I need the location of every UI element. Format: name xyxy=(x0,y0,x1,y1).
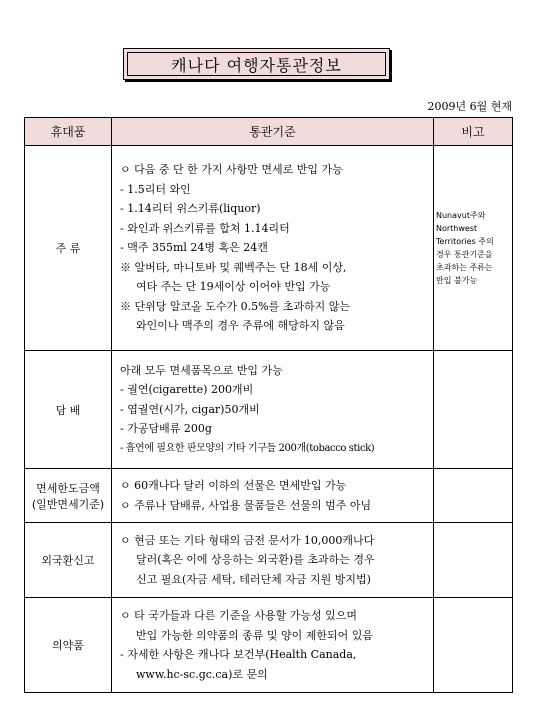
table-row xyxy=(25,351,513,469)
date-label: 2009년 6월 현재 xyxy=(427,100,512,113)
header-item: 휴대품 xyxy=(25,118,112,146)
criteria-line: 여타 주는 단 19세이상 이어야 반입 가능 xyxy=(136,280,331,294)
customs-table xyxy=(24,117,513,693)
header-criteria: 통관기준 xyxy=(112,118,434,146)
criteria-line: ※ 알버타, 마니토바 및 퀘벡주는 단 18세 이상, xyxy=(120,260,347,274)
row-criteria xyxy=(112,523,434,598)
row-item: 담 배 xyxy=(25,351,112,469)
criteria-line: - 가공담배류 200g xyxy=(120,422,212,436)
row-note xyxy=(434,469,513,523)
criteria-line: ㅇ 현금 또는 기타 형태의 금전 문서가 10,000캐나다 xyxy=(120,533,375,547)
row-note xyxy=(434,598,513,693)
header-note: 비고 xyxy=(434,118,513,146)
row-item: 주 류 xyxy=(25,146,112,351)
criteria-line: - 1.14리터 위스키류(liquor) xyxy=(120,202,261,216)
row-note xyxy=(434,146,513,351)
note-line: 경우 통관기준을 xyxy=(436,250,493,259)
row-item xyxy=(25,469,112,523)
note-line: 반입 불가능 xyxy=(436,276,478,285)
criteria-line: 신고 필요(자금 세탁, 테러단체 자금 지원 방지법) xyxy=(136,572,371,586)
row-criteria xyxy=(112,598,434,693)
criteria-line: - 궐연(cigarette) 200개비 xyxy=(120,383,254,397)
criteria-line: www.hc-sc.gc.ca)로 문의 xyxy=(136,667,268,681)
row-criteria xyxy=(112,351,434,469)
note-line: 초과하는 주류는 xyxy=(436,263,493,272)
row-note xyxy=(434,523,513,598)
criteria-line: - 와인과 위스키류를 합쳐 1.14리터 xyxy=(120,221,290,235)
row-item-line: (일반면세기준) xyxy=(31,497,105,511)
criteria-line: ㅇ 타 국가들과 다른 기준을 사용할 가능성 있으며 xyxy=(120,609,357,622)
row-item-line: 면세한도금액 xyxy=(36,481,100,495)
criteria-line: 달러(혹은 이에 상응하는 외국환)를 초과하는 경우 xyxy=(136,553,375,567)
table-row xyxy=(25,469,513,523)
criteria-line: - 맥주 355ml 24병 혹은 24캔 xyxy=(120,241,268,255)
row-item: 외국환신고 xyxy=(25,523,112,598)
note-line: Territories 주의 xyxy=(436,237,494,246)
header-row xyxy=(25,118,513,146)
criteria-line: ※ 단위당 알코올 도수가 0.5%를 초과하지 않는 xyxy=(120,299,350,313)
criteria-line: - 엽궐연(시가, cigar)50개비 xyxy=(120,402,260,416)
criteria-line: 와인이나 맥주의 경우 주류에 해당하지 않음 xyxy=(136,319,345,333)
row-criteria xyxy=(112,146,434,351)
criteria-line: ㅇ 주류나 담배류, 사업용 물품들은 선물의 범주 아님 xyxy=(120,498,372,512)
table-row xyxy=(25,146,513,351)
row-item: 의약품 xyxy=(25,598,112,693)
title-box xyxy=(123,48,390,80)
criteria-line: - 자세한 사항은 캐나다 보건부(Health Canada, xyxy=(120,648,357,661)
criteria-line: - 흡연에 필요한 판모양의 기타 기구들 200개(tobacco stick) xyxy=(120,442,375,454)
note-line: Northwest xyxy=(436,224,478,233)
row-note xyxy=(434,351,513,469)
note-line: Nunavut주와 xyxy=(436,211,486,220)
criteria-line: - 1.5리터 와인 xyxy=(120,182,191,196)
document-title: 캐나다 여행자통관정보 xyxy=(127,52,386,76)
table-row xyxy=(25,523,513,598)
criteria-line: ㅇ 60캐나다 달러 이하의 선물은 면세반입 가능 xyxy=(120,479,347,492)
table-row xyxy=(25,598,513,693)
criteria-line: 아래 모두 면세품목으로 반입 가능 xyxy=(120,363,283,377)
criteria-line: 반입 가능한 의약품의 종류 및 양이 제한되어 있음 xyxy=(136,628,373,642)
row-criteria xyxy=(112,469,434,523)
criteria-line: ㅇ 다음 중 단 한 가지 사항만 면세로 반입 가능 xyxy=(120,163,343,177)
